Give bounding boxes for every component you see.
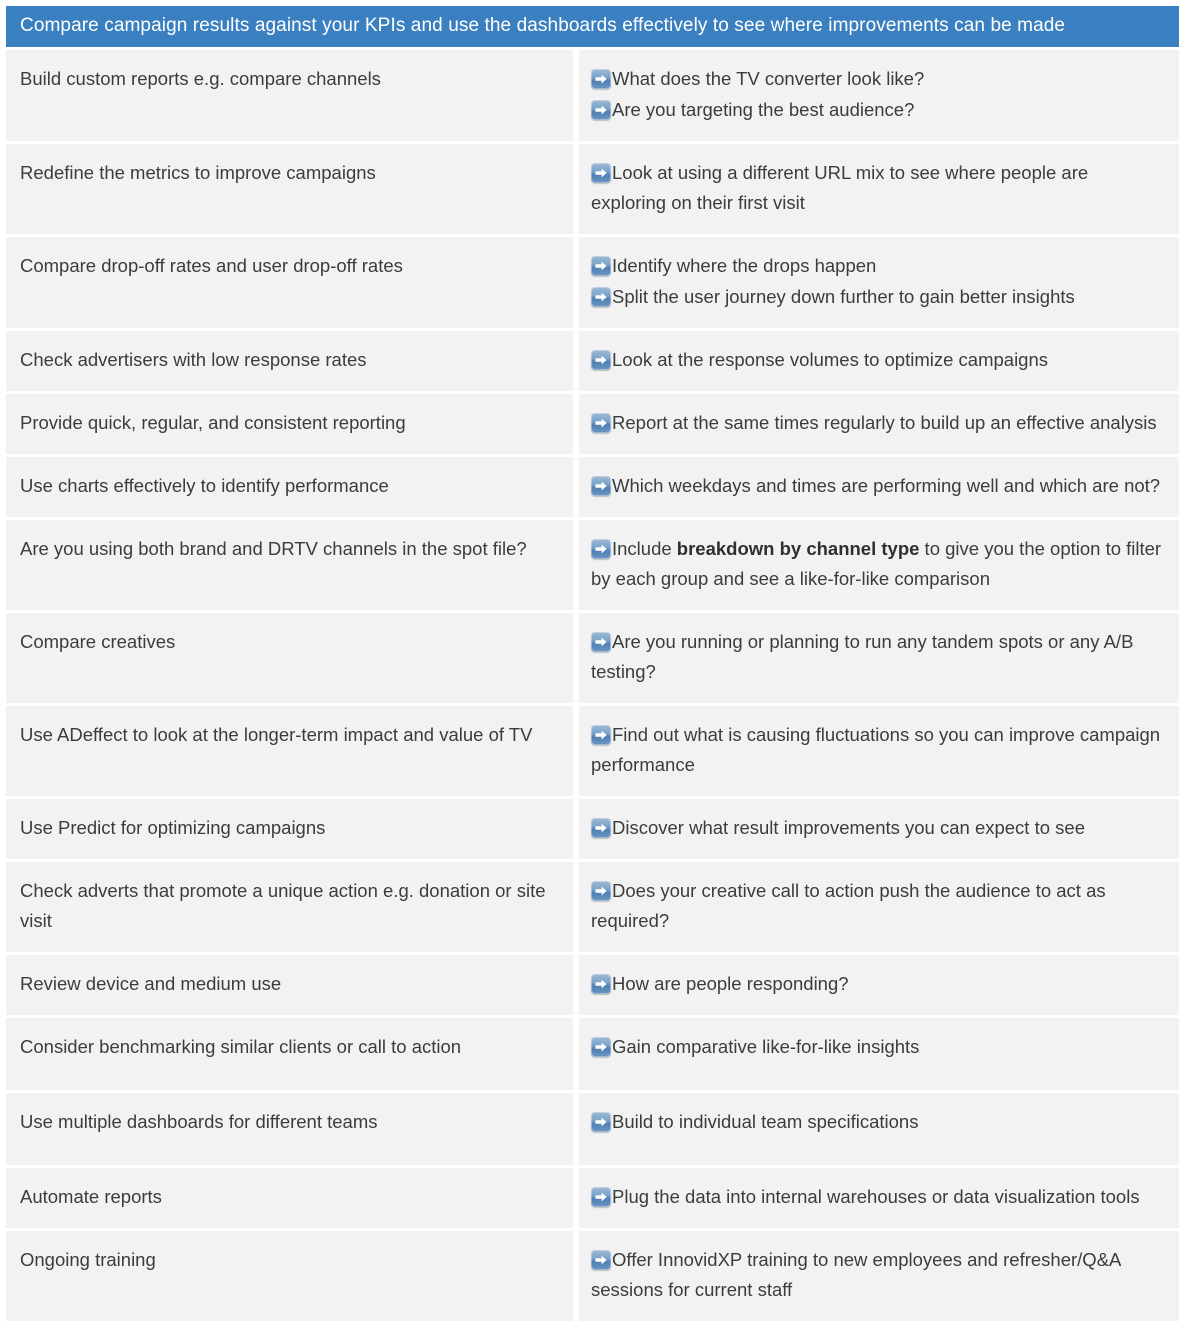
table-row bbox=[6, 520, 1179, 610]
table-row bbox=[6, 706, 1179, 796]
table-row bbox=[6, 955, 1179, 1015]
action-bullet bbox=[591, 95, 1163, 125]
arrow-right-icon bbox=[591, 1187, 611, 1207]
action-bullet-text: Report at the same times regularly to build up an effective analysis bbox=[612, 412, 1157, 433]
table-row bbox=[6, 457, 1179, 517]
action-bullet bbox=[591, 1182, 1163, 1212]
row-action-cell bbox=[579, 237, 1179, 328]
table-row bbox=[6, 862, 1179, 952]
action-bullet-text: Look at using a different URL mix to see where people are exploring on their first visit bbox=[591, 162, 1089, 213]
action-bullet-text: Offer InnovidXP training to new employees and refresher/Q&A sessions for current staff bbox=[591, 1249, 1121, 1300]
action-bullet-text: Does your creative call to action push the audience to act as required? bbox=[591, 880, 1106, 931]
table-row bbox=[6, 331, 1179, 391]
action-bullet bbox=[591, 813, 1163, 843]
table-row bbox=[6, 1231, 1179, 1321]
action-bullet-text: Are you running or planning to run any tandem spots or any A/B testing? bbox=[591, 631, 1134, 682]
action-bullet bbox=[591, 64, 1163, 94]
row-action-cell bbox=[579, 520, 1179, 610]
row-action-cell bbox=[579, 1231, 1179, 1321]
row-task-cell bbox=[6, 799, 573, 859]
arrow-right-icon bbox=[591, 256, 611, 276]
row-action-cell bbox=[579, 331, 1179, 391]
row-task-cell bbox=[6, 1018, 573, 1090]
arrow-right-icon bbox=[591, 881, 611, 901]
table-row bbox=[6, 1168, 1179, 1228]
row-task-cell bbox=[6, 1231, 573, 1321]
row-task-text: Are you using both brand and DRTV channels in the spot file? bbox=[20, 538, 527, 559]
row-action-cell bbox=[579, 799, 1179, 859]
action-bullet-text: Identify where the drops happen bbox=[612, 255, 877, 276]
arrow-right-icon bbox=[591, 163, 611, 183]
table-row bbox=[6, 1093, 1179, 1165]
row-task-text: Ongoing training bbox=[20, 1249, 156, 1270]
table-header-title: Compare campaign results against your KPIs and use the dashboards effectively to see where improvements can be made bbox=[6, 6, 1179, 47]
row-task-text: Review device and medium use bbox=[20, 973, 282, 994]
arrow-right-icon bbox=[591, 100, 611, 120]
action-bullet bbox=[591, 720, 1163, 780]
row-task-cell bbox=[6, 706, 573, 796]
arrow-right-icon bbox=[591, 287, 611, 307]
arrow-right-icon bbox=[591, 69, 611, 89]
table-row bbox=[6, 1018, 1179, 1090]
table-row bbox=[6, 799, 1179, 859]
row-task-text: Use ADeffect to look at the longer-term impact and value of TV bbox=[20, 724, 533, 745]
row-task-text: Consider benchmarking similar clients or call to action bbox=[20, 1036, 462, 1057]
action-bullet bbox=[591, 345, 1163, 375]
action-bullet-text: Discover what result improvements you can expect to see bbox=[612, 817, 1085, 838]
row-task-text: Compare creatives bbox=[20, 631, 176, 652]
row-action-cell bbox=[579, 50, 1179, 141]
row-task-cell bbox=[6, 394, 573, 454]
action-bullet bbox=[591, 1107, 1163, 1137]
action-bullet-text-tail: to give you the option to filter by each group and see a like-for-like comparison bbox=[591, 538, 1162, 589]
row-task-text: Check advertisers with low response rates bbox=[20, 349, 367, 370]
row-task-cell bbox=[6, 955, 573, 1015]
arrow-right-icon bbox=[591, 413, 611, 433]
action-bullet bbox=[591, 627, 1163, 687]
row-task-text: Build custom reports e.g. compare channels bbox=[20, 68, 381, 89]
action-bullet bbox=[591, 534, 1163, 594]
arrow-right-icon bbox=[591, 539, 611, 559]
table-row bbox=[6, 613, 1179, 703]
action-bullet-text: What does the TV converter look like? bbox=[612, 68, 925, 89]
action-bullet-text: Build to individual team specifications bbox=[612, 1111, 919, 1132]
row-task-cell bbox=[6, 50, 573, 141]
arrow-right-icon bbox=[591, 1037, 611, 1057]
action-bullet-emphasis: breakdown by channel type bbox=[676, 538, 920, 559]
action-bullet bbox=[591, 158, 1163, 218]
action-bullet bbox=[591, 876, 1163, 936]
table-row bbox=[6, 394, 1179, 454]
row-task-text: Redefine the metrics to improve campaigns bbox=[20, 162, 376, 183]
row-action-cell bbox=[579, 1168, 1179, 1228]
arrow-right-icon bbox=[591, 1112, 611, 1132]
arrow-right-icon bbox=[591, 632, 611, 652]
action-bullet-text: Find out what is causing fluctuations so you can improve campaign performance bbox=[591, 724, 1161, 775]
row-task-cell bbox=[6, 862, 573, 952]
row-task-cell bbox=[6, 331, 573, 391]
action-bullet bbox=[591, 408, 1163, 438]
row-action-cell bbox=[579, 1018, 1179, 1090]
row-task-text: Use multiple dashboards for different teams bbox=[20, 1111, 378, 1132]
action-bullet-text: Are you targeting the best audience? bbox=[612, 99, 915, 120]
row-action-cell bbox=[579, 862, 1179, 952]
table-row bbox=[6, 50, 1179, 141]
row-task-cell bbox=[6, 1168, 573, 1228]
row-action-cell bbox=[579, 457, 1179, 517]
row-task-text: Automate reports bbox=[20, 1186, 162, 1207]
row-task-cell bbox=[6, 237, 573, 328]
action-bullet-text: Look at the response volumes to optimize campaigns bbox=[612, 349, 1049, 370]
row-task-text: Check adverts that promote a unique action e.g. donation or site visit bbox=[20, 880, 546, 931]
action-bullet bbox=[591, 1032, 1163, 1062]
row-action-cell bbox=[579, 706, 1179, 796]
row-task-cell bbox=[6, 1093, 573, 1165]
action-bullet-text: Which weekdays and times are performing well and which are not? bbox=[612, 475, 1161, 496]
row-task-cell bbox=[6, 144, 573, 234]
arrow-right-icon bbox=[591, 350, 611, 370]
arrow-right-icon bbox=[591, 725, 611, 745]
arrow-right-icon bbox=[591, 476, 611, 496]
table-row bbox=[6, 237, 1179, 328]
row-task-text: Compare drop-off rates and user drop-off rates bbox=[20, 255, 403, 276]
action-bullet bbox=[591, 282, 1163, 312]
row-task-text: Use Predict for optimizing campaigns bbox=[20, 817, 326, 838]
action-bullet-text: Plug the data into internal warehouses or data visualization tools bbox=[612, 1186, 1140, 1207]
table-body bbox=[6, 50, 1179, 1321]
table-row bbox=[6, 144, 1179, 234]
row-task-text: Use charts effectively to identify performance bbox=[20, 475, 389, 496]
action-bullet bbox=[591, 471, 1163, 501]
row-task-text: Provide quick, regular, and consistent reporting bbox=[20, 412, 406, 433]
action-bullet-text: How are people responding? bbox=[612, 973, 849, 994]
row-action-cell bbox=[579, 955, 1179, 1015]
row-task-cell bbox=[6, 520, 573, 610]
action-bullet bbox=[591, 969, 1163, 999]
row-action-cell bbox=[579, 613, 1179, 703]
arrow-right-icon bbox=[591, 818, 611, 838]
row-action-cell bbox=[579, 144, 1179, 234]
row-action-cell bbox=[579, 394, 1179, 454]
action-bullet-text: Split the user journey down further to gain better insights bbox=[612, 286, 1075, 307]
arrow-right-icon bbox=[591, 1250, 611, 1270]
row-action-cell bbox=[579, 1093, 1179, 1165]
action-bullet bbox=[591, 1245, 1163, 1305]
row-task-cell bbox=[6, 613, 573, 703]
row-task-cell bbox=[6, 457, 573, 517]
action-bullet bbox=[591, 251, 1163, 281]
action-bullet-text: Gain comparative like-for-like insights bbox=[612, 1036, 920, 1057]
action-bullet-text: Include bbox=[612, 538, 677, 559]
arrow-right-icon bbox=[591, 974, 611, 994]
